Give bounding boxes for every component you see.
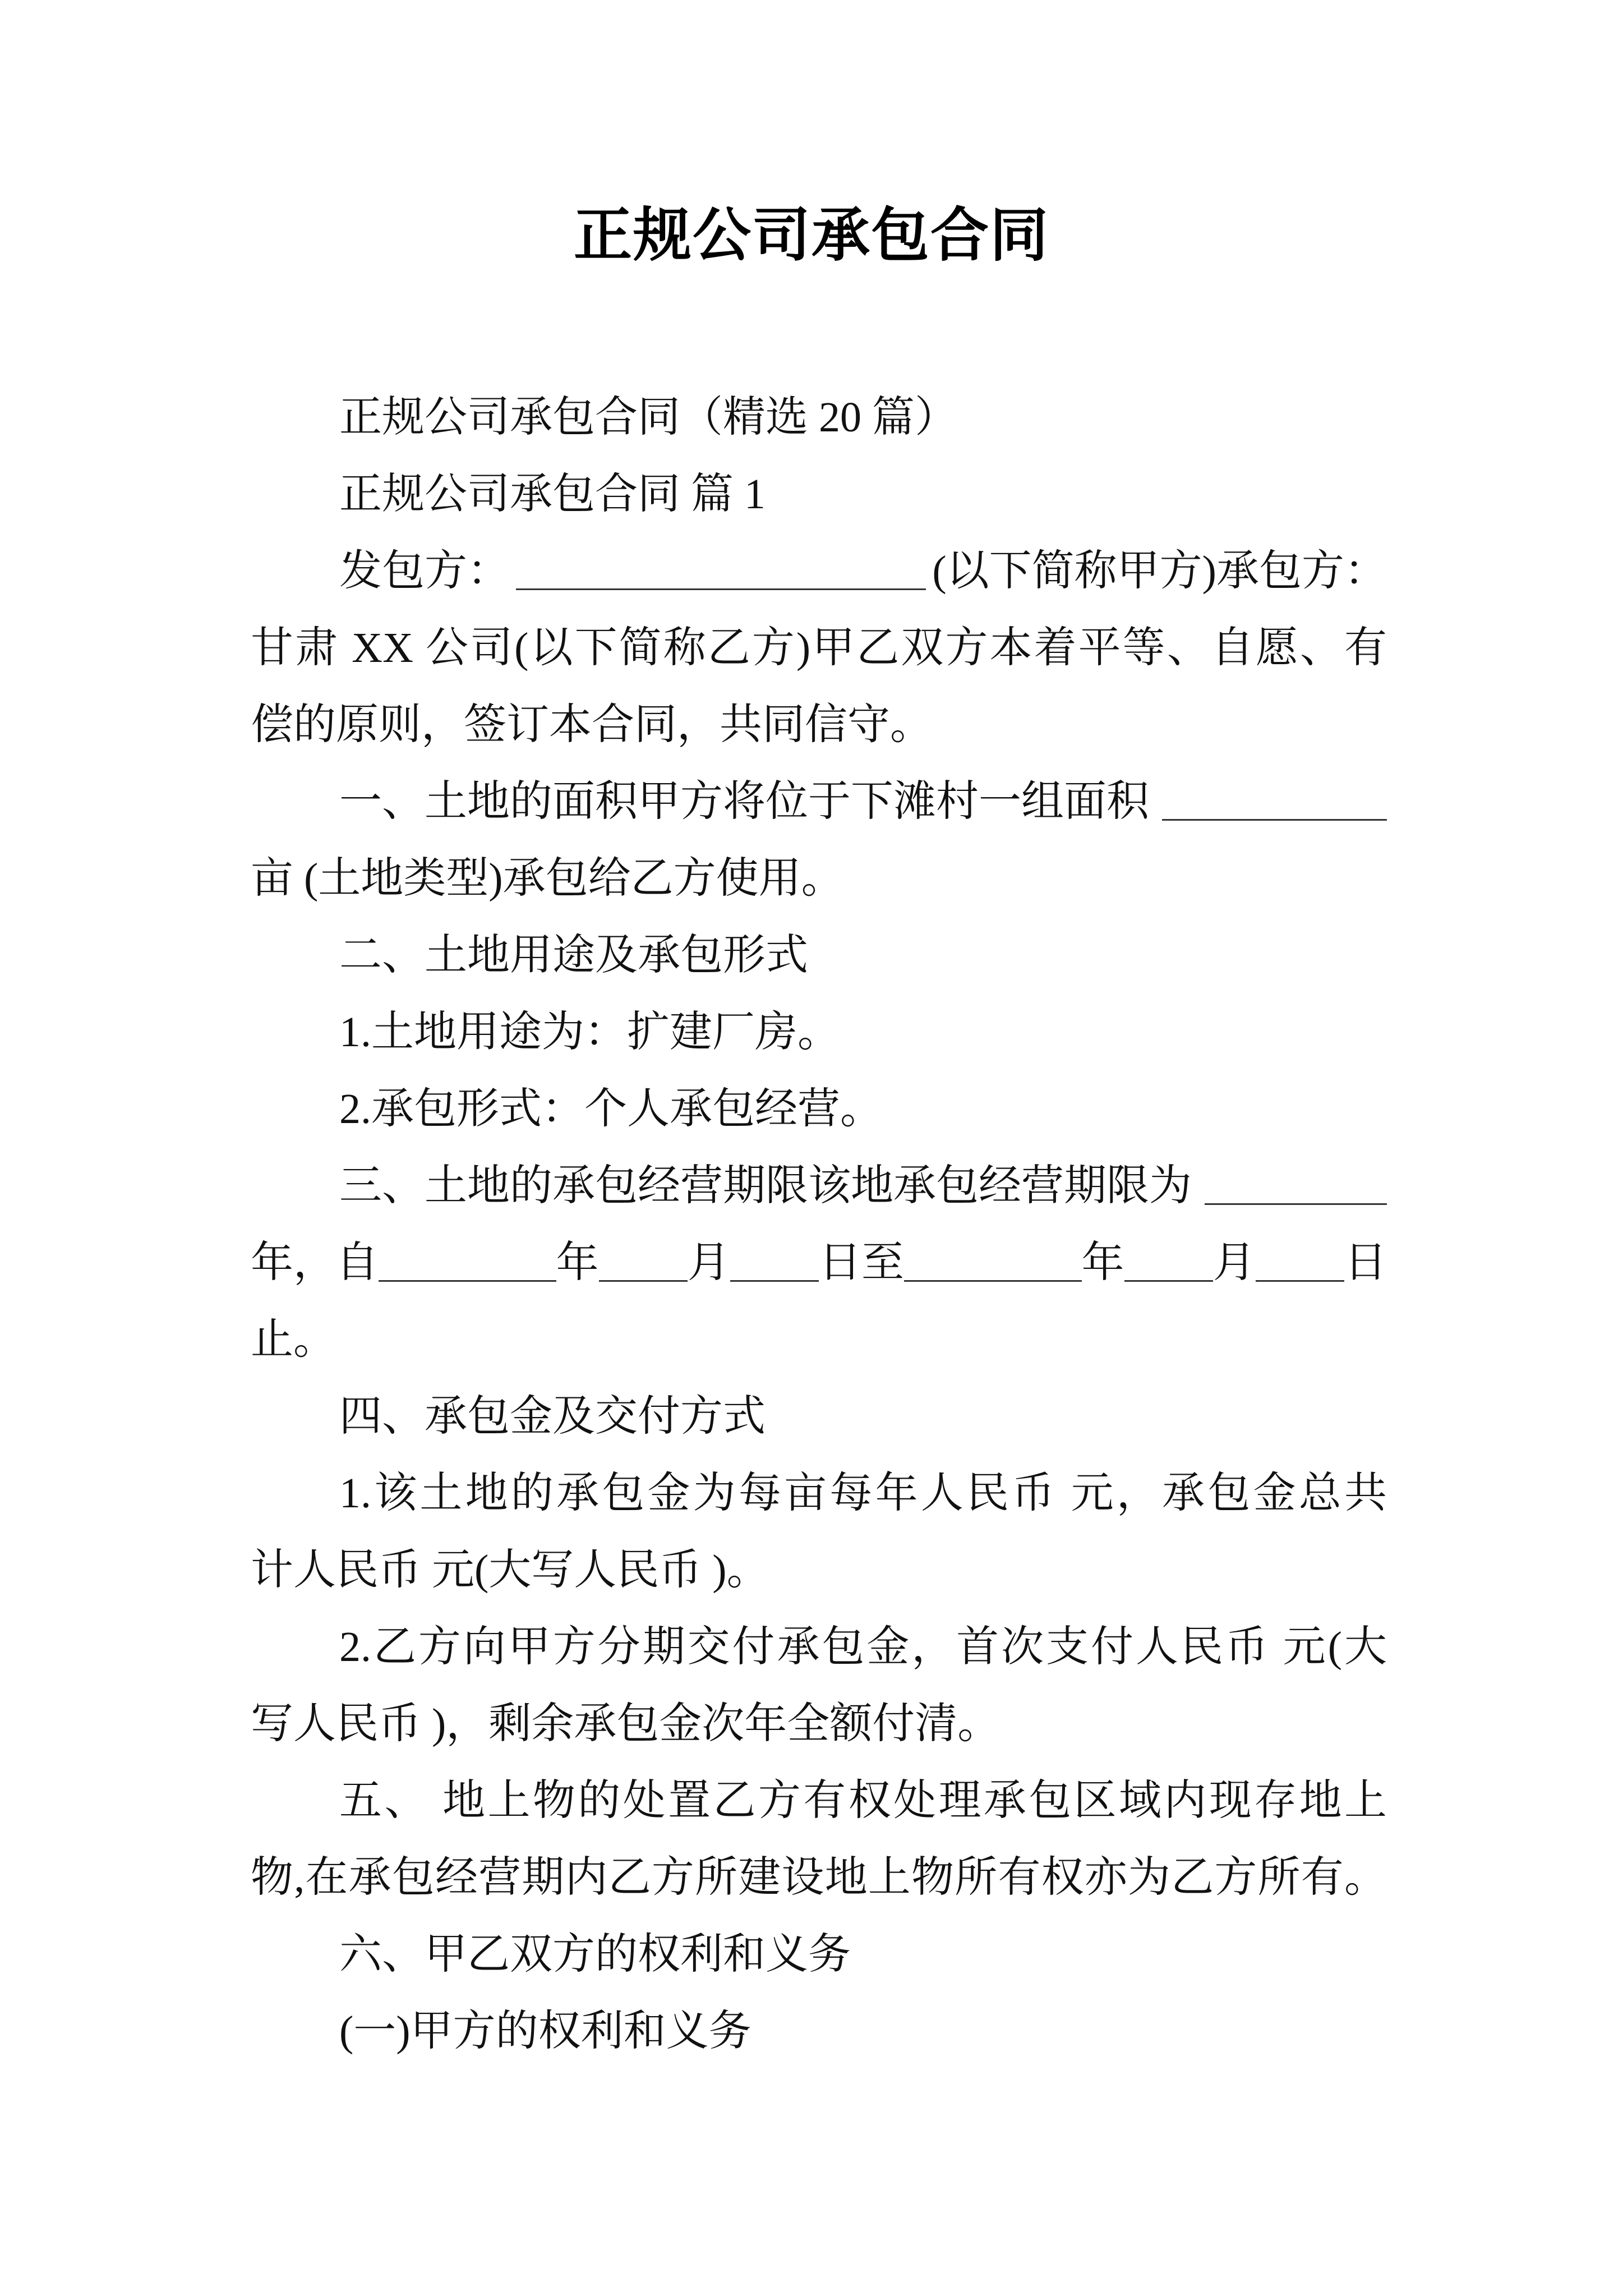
party-b-label: (以下简称甲方)承包方：: [932, 547, 1387, 595]
blank-field: [1205, 1169, 1387, 1205]
blank-field: [1124, 1246, 1213, 1282]
clause-2-item-2: 2.承包形式：个人承包经营。: [339, 1085, 883, 1133]
parties-line-1: [251, 533, 1387, 610]
date-year-label: 年: [1081, 1239, 1124, 1286]
clause-6-heading: 六、甲乙双方的权利和义务: [339, 1931, 851, 1978]
blank-field: [516, 554, 926, 590]
section-heading: 正规公司承包合同 篇 1: [339, 471, 766, 518]
clause-1-line-1: [251, 763, 1387, 840]
clause-3-line-1: [251, 1148, 1387, 1225]
date-day-to-label: 日至: [819, 1239, 904, 1286]
clause-4-heading: 四、承包金及交付方式: [339, 1393, 766, 1440]
clause-6-subheading: (一)甲方的权利和义务: [339, 2008, 751, 2055]
document-body: [251, 379, 1387, 2070]
clause-5-line-2: 物,在承包经营期内乙方所建设地上物所有权亦为乙方所有。: [251, 1854, 1387, 1901]
date-year-label: 年: [556, 1239, 599, 1286]
parties-line-2: 甘肃 XX 公司(以下简称乙方)甲乙双方本着平等、自愿、有: [251, 624, 1387, 671]
blank-field: [1162, 785, 1387, 821]
blank-field: [1256, 1246, 1344, 1282]
clause-4-item-1-line-1: 1.该土地的承包金为每亩每年人民币 元，承包金总共: [339, 1470, 1387, 1517]
subtitle: 正规公司承包合同（精选 20 篇）: [339, 394, 957, 441]
date-month-label: 月: [1212, 1239, 1256, 1286]
clause-1-line-2: 亩 (土地类型)承包给乙方使用。: [251, 855, 844, 902]
clause-2-heading: 二、土地用途及承包形式: [339, 932, 808, 979]
clause-3-text: 三、土地的承包经营期限该地承包经营期限为: [339, 1162, 1192, 1209]
clause-4-item-1-line-2: 计人民币 元(大写人民币 )。: [251, 1547, 769, 1594]
blank-field: [730, 1246, 819, 1282]
blank-field: [599, 1246, 688, 1282]
clause-4-item-2-line-2: 写人民币 )，剩余承包金次年全额付清。: [251, 1700, 1000, 1747]
clause-3-date-line: [251, 1225, 1387, 1301]
parties-line-3: 偿的原则，签订本合同，共同信守。: [251, 701, 933, 748]
clause-2-item-1: 1.土地用途为：扩建厂房。: [339, 1009, 840, 1056]
date-month-label: 月: [687, 1239, 730, 1286]
clause-4-item-2-line-1: 2.乙方向甲方分期交付承包金，首次支付人民币 元(大: [339, 1623, 1387, 1671]
document-title: 正规公司承包合同: [573, 204, 1049, 268]
clause-5-line-1: 五、 地上物的处置乙方有权处理承包区域内现存地上: [339, 1777, 1387, 1824]
blank-field: [379, 1246, 556, 1282]
party-a-label: 发包方：: [339, 547, 510, 595]
date-day-label: 日: [1344, 1239, 1387, 1286]
blank-field: [904, 1246, 1082, 1282]
clause-1-text: 一、土地的面积甲方将位于下滩村一组面积: [339, 778, 1149, 825]
clause-3-line-3: 止。: [251, 1316, 336, 1363]
date-text: 年，自: [251, 1239, 379, 1286]
